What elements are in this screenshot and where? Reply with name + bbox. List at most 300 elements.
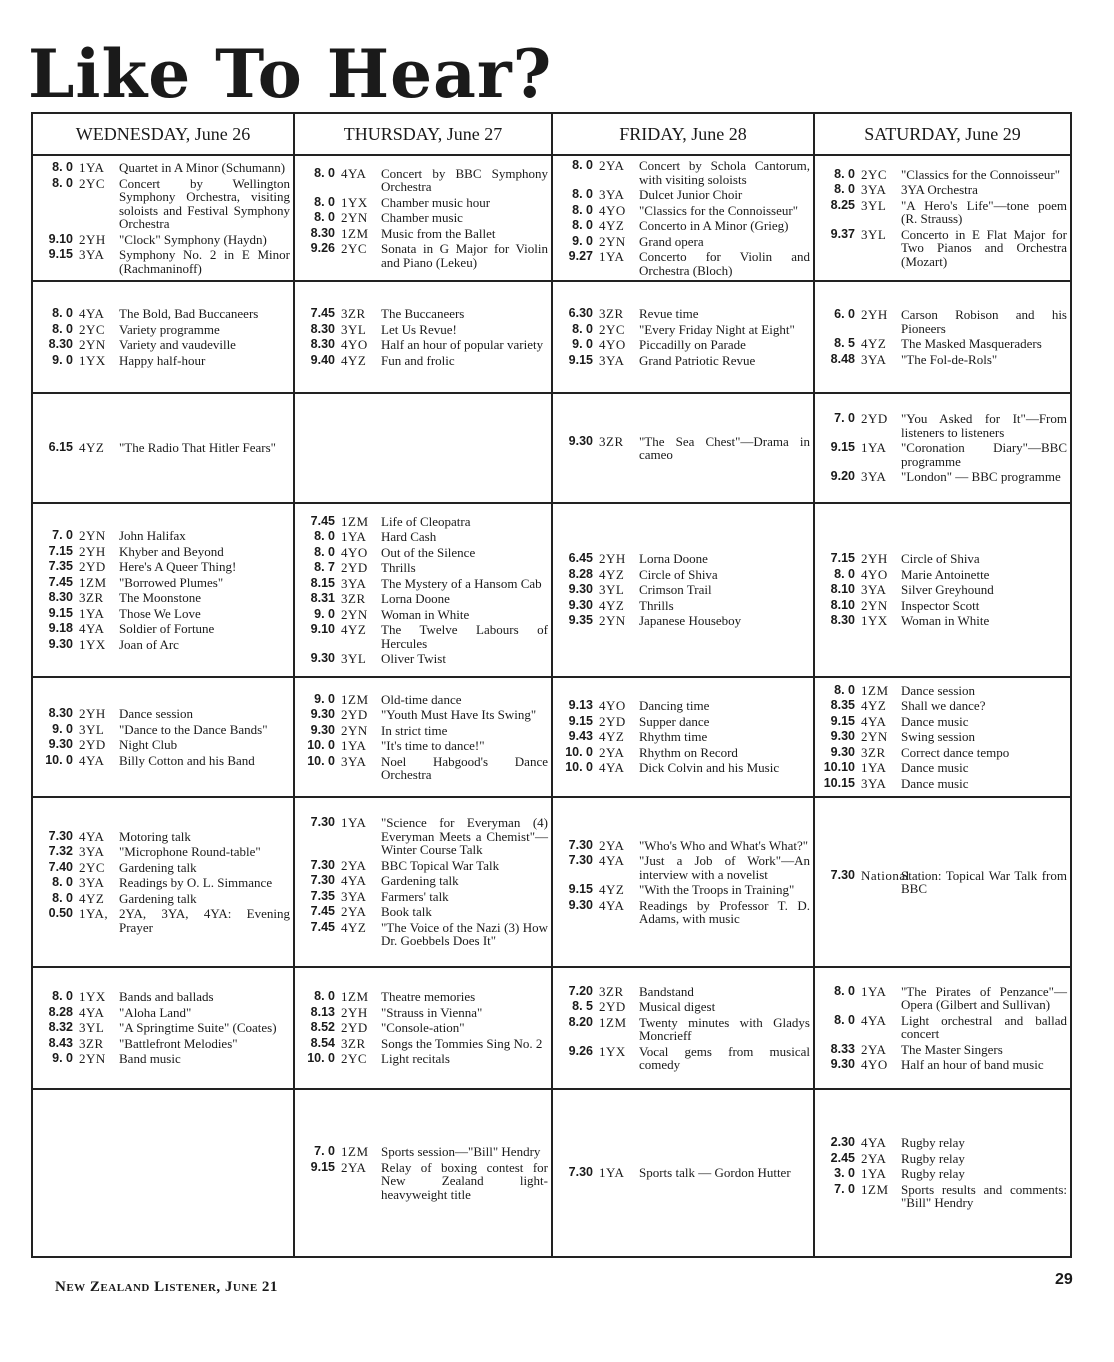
entry-time: 10.10 — [823, 760, 855, 775]
entry-time: 8.13 — [310, 1004, 335, 1019]
entry-station: 2YA — [861, 1150, 887, 1166]
entry-programme: "Clock" Symphony (Haydn) — [119, 231, 267, 247]
page-title: Like To Hear? — [28, 35, 553, 113]
entry-time: 9.13 — [568, 698, 593, 713]
entry-programme: Marie Antoinette — [901, 566, 990, 582]
programme-entry — [295, 211, 551, 225]
entry-time: 9.40 — [310, 352, 335, 367]
entry-station: 3ZR — [341, 591, 366, 606]
entry-programme: Music from the Ballet — [381, 225, 496, 241]
entry-station: 3YA — [861, 351, 887, 367]
entry-programme: Motoring talk — [119, 828, 191, 844]
programme-entry — [33, 545, 293, 559]
entry-time: 8. 0 — [52, 306, 73, 320]
entry-time: 9. 0 — [314, 691, 335, 706]
programme-entry — [815, 1058, 1070, 1072]
entry-programme: Dance session — [901, 682, 976, 698]
programme-entry — [33, 830, 293, 844]
programme-cell — [553, 504, 815, 678]
entry-time: 8. 0 — [52, 890, 73, 905]
entry-time: 8.31 — [310, 591, 335, 605]
entry-time: 8.48 — [830, 351, 855, 366]
programme-cell — [553, 394, 815, 504]
entry-time: 8. 0 — [572, 218, 593, 232]
entry-station: 4YZ — [341, 352, 367, 368]
entry-time: 7.45 — [310, 513, 335, 528]
programme-entry — [553, 1166, 813, 1180]
programme-entry — [33, 754, 293, 768]
entry-station: 3YA — [79, 875, 105, 891]
entry-station: 2YH — [861, 551, 888, 567]
entry-station: 3YA — [861, 469, 887, 485]
footer-publication: New Zealand Listener, June 21 — [55, 1279, 278, 1295]
entry-station: 2YC — [79, 175, 106, 191]
programme-entry — [815, 412, 1070, 439]
programme-cell — [33, 504, 295, 678]
entry-station: 1YA — [341, 815, 367, 831]
entry-station: 1YX — [79, 352, 106, 368]
entry-time: 8. 0 — [572, 187, 593, 201]
programme-entry — [815, 470, 1070, 484]
entry-programme: Musical digest — [639, 999, 716, 1014]
entry-time: 7. 0 — [834, 1181, 855, 1196]
entry-time: 9.30 — [830, 729, 855, 744]
programme-cell — [295, 156, 553, 282]
programme-entry — [33, 638, 293, 652]
entry-time: 7.30 — [310, 815, 335, 830]
programme-entry — [295, 515, 551, 529]
entry-programme: Khyber and Beyond — [119, 543, 224, 559]
entry-programme: Swing session — [901, 729, 976, 745]
entry-programme: Theatre memories — [381, 989, 476, 1005]
entry-time: 7.32 — [48, 844, 73, 859]
programme-cell — [553, 968, 815, 1090]
programme-cell — [815, 678, 1070, 798]
programme-entry — [295, 623, 551, 650]
entry-station: 1ZM — [341, 513, 369, 529]
entry-station: 4YZ — [599, 218, 625, 233]
entry-programme: Revue time — [639, 306, 699, 321]
programme-cell — [815, 394, 1070, 504]
entry-programme: BBC Topical War Talk — [381, 857, 500, 873]
entry-station: 4YA — [79, 1004, 105, 1020]
entry-station: 3ZR — [341, 1035, 366, 1051]
entry-programme: Shall we dance? — [901, 698, 986, 714]
entry-programme: Concerto in E Flat Major for Two Pianos and Orchestra (Mozart) — [901, 226, 1067, 269]
entry-programme: Supper dance — [639, 713, 710, 729]
entry-time: 9.20 — [830, 469, 855, 484]
entry-time: 8.43 — [48, 1035, 73, 1050]
entry-programme: "With the Troops in Training" — [639, 882, 795, 897]
entry-time: 9.15 — [568, 352, 593, 367]
entry-station: 4YZ — [79, 440, 105, 456]
entry-programme: "Coronation Diary"—BBC programme — [901, 440, 1067, 469]
entry-programme: Station: Topical War Talk from BBC — [901, 867, 1067, 896]
entry-time: 9. 0 — [572, 233, 593, 248]
entry-station: 2YH — [341, 1004, 368, 1020]
programme-entry — [295, 338, 551, 352]
page-number: 29 — [1055, 1271, 1073, 1288]
entry-time: 9.30 — [830, 1057, 855, 1071]
programme-entry — [815, 699, 1070, 713]
programme-entry — [295, 167, 551, 194]
programme-entry — [33, 576, 293, 590]
entry-programme: Thrills — [381, 560, 416, 575]
programme-entry — [815, 777, 1070, 791]
entry-programme: "Borrowed Plumes" — [119, 574, 224, 590]
day-header: THURSDAY, June 27 — [295, 114, 553, 156]
entry-programme: Light orchestral and ballad concert — [901, 1012, 1067, 1041]
programme-entry — [295, 874, 551, 888]
entry-time: 8.33 — [830, 1041, 855, 1056]
entry-programme: "The Voice of the Nazi (3) How Dr. Goebbels Does It" — [381, 919, 548, 949]
entry-programme: Dancing time — [639, 698, 710, 714]
entry-programme: Out of the Silence — [381, 544, 476, 560]
entry-programme: Concert by Wellington Symphony Orchestra, visiting soloists and Festival Symphony Orchestra — [119, 175, 290, 231]
entry-time: 9.30 — [830, 744, 855, 759]
programme-entry — [553, 599, 813, 613]
entry-station: 2YN — [79, 337, 106, 352]
entry-time: 10. 0 — [307, 738, 335, 752]
entry-time: 8. 5 — [834, 336, 855, 350]
entry-programme: "Strauss in Vienna" — [381, 1004, 483, 1020]
entry-programme: Grand Patriotic Revue — [639, 352, 756, 368]
programme-entry — [815, 199, 1070, 226]
programme-entry — [815, 552, 1070, 566]
entry-station: 4YZ — [599, 597, 625, 613]
entry-station: 1YA — [861, 983, 887, 999]
entry-time: 9.35 — [568, 613, 593, 628]
programme-entry — [295, 859, 551, 873]
entry-programme: Bands and ballads — [119, 989, 214, 1005]
programme-entry — [553, 985, 813, 999]
programme-entry — [553, 854, 813, 881]
programme-entry — [553, 746, 813, 760]
entry-station: 3YA — [861, 775, 887, 791]
entry-time: 7.45 — [310, 919, 335, 934]
entry-programme: Dance music — [901, 713, 969, 729]
entry-station: 3YL — [861, 197, 887, 213]
entry-programme: The Twelve Labours of Hercules — [381, 622, 548, 651]
entry-programme: Correct dance tempo — [901, 744, 1010, 760]
entry-time: 9.30 — [568, 597, 593, 612]
entry-programme: The Mystery of a Hansom Cab — [381, 575, 542, 591]
entry-programme: Noel Habgood's Dance Orchestra — [381, 753, 548, 782]
entry-station: 4YZ — [79, 890, 105, 906]
entry-programme: Dance music — [901, 760, 969, 776]
entry-programme: Soldier of Fortune — [119, 621, 215, 636]
programme-entry — [295, 546, 551, 560]
entry-station: 2YD — [341, 1020, 368, 1036]
entry-programme: Readings by O. L. Simmance — [119, 875, 273, 891]
programme-entry — [815, 228, 1070, 269]
programme-entry — [553, 435, 813, 462]
entry-time: 7.45 — [310, 306, 335, 320]
entry-time: 9. 0 — [572, 337, 593, 351]
entry-programme: Those We Love — [119, 605, 201, 621]
programme-entry — [815, 869, 1070, 896]
entry-time: 8.25 — [830, 197, 855, 212]
entry-station: 2YH — [861, 307, 888, 322]
entry-programme: "London" — BBC programme — [901, 469, 1061, 485]
programme-cell — [295, 394, 553, 504]
entry-station: 4YA — [341, 873, 367, 889]
entry-station: 1ZM — [861, 682, 889, 698]
entry-time: 7. 0 — [52, 528, 73, 542]
entry-station: 1YA — [861, 440, 887, 456]
entry-time: 8. 0 — [834, 566, 855, 581]
entry-programme: Crimson Trail — [639, 582, 712, 598]
entry-time: 8.28 — [48, 1004, 73, 1019]
entry-station: 2YD — [861, 411, 888, 427]
entry-programme: In strict time — [381, 722, 448, 738]
programme-cell — [33, 678, 295, 798]
entry-station: 3ZR — [341, 306, 366, 321]
entry-time: 9.26 — [310, 241, 335, 256]
programme-entry — [815, 1167, 1070, 1181]
programme-cell — [815, 798, 1070, 968]
entry-time: 8. 0 — [834, 682, 855, 697]
entry-time: 8.10 — [830, 582, 855, 597]
programme-entry — [295, 561, 551, 575]
entry-programme: Hard Cash — [381, 529, 437, 544]
entry-time: 9.30 — [48, 737, 73, 751]
entry-time: 8.15 — [310, 575, 335, 590]
programme-entry — [553, 159, 813, 186]
entry-station: 2YN — [79, 1051, 106, 1067]
programme-entry — [33, 161, 293, 175]
programme-entry — [33, 907, 293, 934]
entry-station: 1ZM — [341, 225, 369, 241]
entry-time: 7.15 — [48, 543, 73, 558]
entry-programme: "You Asked for It"—From listeners to listeners — [901, 411, 1067, 440]
entry-station: 2YH — [79, 543, 106, 559]
entry-programme: Sports session—"Bill" Hendry — [381, 1144, 541, 1159]
entry-station: 2YA — [341, 904, 367, 920]
programme-entry — [295, 354, 551, 368]
entry-station: 2YA — [599, 158, 625, 173]
entry-station: 2YD — [599, 999, 626, 1014]
entry-station: 3ZR — [599, 306, 624, 321]
entry-programme: "A Springtime Suite" (Coates) — [119, 1020, 277, 1036]
programme-entry — [815, 1136, 1070, 1150]
entry-station: 1YX — [79, 636, 106, 652]
programme-entry — [295, 608, 551, 622]
entry-programme: "It's time to dance!" — [381, 738, 485, 753]
entry-programme: Let Us Revue! — [381, 321, 457, 337]
entry-time: 9.30 — [310, 651, 335, 665]
entry-station: 4YA — [861, 1135, 887, 1151]
entry-programme: "Classics for the Connoisseur" — [901, 166, 1061, 182]
entry-station: 3YL — [341, 651, 367, 666]
entry-time: 8. 0 — [314, 989, 335, 1004]
entry-station: 2YC — [79, 321, 106, 337]
entry-time: 9.30 — [48, 636, 73, 651]
entry-programme: "Aloha Land" — [119, 1004, 192, 1020]
entry-station: 2YD — [599, 713, 626, 729]
entry-programme: 2YA, 3YA, 4YA: Evening Prayer — [119, 906, 290, 935]
programme-entry — [553, 699, 813, 713]
entry-time: 7.30 — [568, 1165, 593, 1180]
programme-cell — [553, 282, 815, 394]
entry-station: 4YO — [861, 1057, 888, 1072]
entry-time: 9.30 — [310, 707, 335, 721]
entry-station: 3YA — [599, 187, 625, 202]
entry-station: 2YC — [599, 321, 626, 337]
programme-cell — [33, 798, 295, 968]
entry-time: 8. 0 — [52, 160, 73, 174]
entry-programme: "Console-ation" — [381, 1020, 465, 1036]
entry-station: 4YA — [79, 752, 105, 768]
programme-grid — [31, 112, 1072, 1258]
entry-programme: Farmers' talk — [381, 888, 449, 904]
entry-station: 3YL — [79, 1020, 105, 1036]
programme-entry — [553, 614, 813, 628]
entry-station: 4YZ — [599, 729, 625, 745]
entry-programme: Oliver Twist — [381, 651, 446, 666]
entry-station: 1ZM — [341, 691, 369, 707]
entry-programme: "A Hero's Life"—tone poem (R. Strauss) — [901, 197, 1067, 227]
entry-programme: Symphony No. 2 in E Minor (Rachmaninoff) — [119, 247, 290, 276]
entry-programme: Life of Cleopatra — [381, 513, 471, 529]
programme-entry — [553, 761, 813, 775]
programme-cell — [33, 968, 295, 1090]
entry-time: 9. 0 — [52, 1051, 73, 1066]
entry-station: 2YA — [341, 1159, 367, 1175]
programme-entry — [33, 233, 293, 247]
programme-cell — [553, 678, 815, 798]
entry-programme: Rhythm on Record — [639, 744, 738, 760]
entry-time: 8. 0 — [834, 983, 855, 998]
entry-station: 4YA — [599, 760, 625, 776]
programme-entry — [295, 323, 551, 337]
entry-station: 1YA — [861, 760, 887, 776]
entry-time: 7.35 — [310, 888, 335, 903]
programme-entry — [815, 761, 1070, 775]
entry-programme: Rugby relay — [901, 1150, 965, 1166]
entry-programme: Happy half-hour — [119, 352, 206, 368]
programme-entry — [33, 323, 293, 337]
programme-entry — [295, 1052, 551, 1066]
entry-time: 10. 0 — [307, 753, 335, 768]
entry-station: 2YC — [341, 241, 368, 257]
entry-station: 4YZ — [599, 882, 625, 897]
entry-station: 2YC — [861, 166, 888, 182]
entry-time: 7.30 — [310, 857, 335, 872]
entry-programme: Dance session — [119, 706, 194, 721]
entry-station: 3YA — [341, 575, 367, 591]
entry-programme: Japanese Houseboy — [639, 613, 742, 629]
programme-entry — [815, 985, 1070, 1012]
programme-entry — [815, 1152, 1070, 1166]
entry-time: 8. 0 — [314, 194, 335, 209]
entry-programme: Woman in White — [901, 613, 990, 629]
entry-time: 7.30 — [310, 873, 335, 888]
programme-entry — [553, 188, 813, 202]
entry-programme: Concert by Schola Cantorum, with visiting soloists — [639, 158, 810, 187]
day-header: WEDNESDAY, June 26 — [33, 114, 295, 156]
entry-programme: Lorna Doone — [639, 551, 708, 567]
programme-entry — [33, 723, 293, 737]
entry-time: 8.30 — [310, 337, 335, 351]
programme-entry — [553, 235, 813, 249]
entry-station: 1YA — [341, 529, 367, 544]
programme-entry — [553, 354, 813, 368]
entry-station: 2YD — [79, 737, 106, 752]
entry-station: 2YN — [599, 233, 626, 249]
day-header: SATURDAY, June 29 — [815, 114, 1070, 156]
entry-programme: The Bold, Bad Buccaneers — [119, 306, 259, 321]
programme-cell — [295, 968, 553, 1090]
entry-time: 9.15 — [568, 713, 593, 728]
entry-programme: Circle of Shiva — [901, 551, 980, 567]
entry-programme: Songs the Tommies Sing No. 2 — [381, 1035, 543, 1051]
entry-station: 3YL — [79, 721, 105, 737]
programme-entry — [553, 1016, 813, 1043]
entry-programme: 3YA Orchestra — [901, 182, 978, 198]
entry-programme: Dick Colvin and his Music — [639, 760, 780, 776]
entry-station: 3YA — [79, 844, 105, 860]
programme-entry — [33, 248, 293, 275]
entry-time: 6.30 — [568, 306, 593, 320]
entry-programme: Concerto for Violin and Orchestra (Bloch) — [639, 249, 810, 278]
programme-entry — [33, 892, 293, 906]
entry-time: 8.10 — [830, 597, 855, 612]
entry-station: 1ZM — [341, 989, 369, 1005]
programme-entry — [815, 353, 1070, 367]
programme-entry — [33, 591, 293, 605]
entry-programme: "Who's Who and What's What?" — [639, 837, 809, 853]
entry-time: 7.45 — [310, 904, 335, 919]
programme-entry — [553, 204, 813, 218]
entry-time: 10. 0 — [45, 752, 73, 767]
programme-cell — [553, 156, 815, 282]
entry-time: 9.10 — [310, 622, 335, 636]
entry-programme: The Buccaneers — [381, 306, 465, 321]
entry-station: 3ZR — [861, 744, 886, 760]
entry-time: 7.35 — [48, 559, 73, 573]
entry-station: 1YA — [861, 1166, 887, 1182]
entry-station: 1ZM — [79, 574, 107, 590]
entry-station: 4YA — [79, 306, 105, 321]
entry-time: 9.27 — [568, 249, 593, 263]
entry-station: 4YA — [861, 1012, 887, 1028]
entry-programme: Old-time dance — [381, 691, 462, 707]
programme-entry — [815, 568, 1070, 582]
programme-entry — [33, 1021, 293, 1035]
entry-time: 9.15 — [48, 247, 73, 261]
entry-time: 8. 0 — [52, 175, 73, 190]
entry-station: 2YN — [599, 613, 626, 629]
entry-time: 8.35 — [830, 698, 855, 713]
entry-programme: Bandstand — [639, 983, 694, 999]
entry-station: 3YL — [341, 321, 367, 337]
entry-programme: The Master Singers — [901, 1041, 1003, 1057]
entry-station: 3YA — [341, 753, 367, 769]
entry-programme: Rugby relay — [901, 1166, 965, 1182]
entry-station: 1YA — [599, 1165, 625, 1181]
entry-station: 4YZ — [861, 336, 887, 351]
programme-entry — [295, 990, 551, 1004]
programme-entry — [815, 308, 1070, 335]
entry-time: 9.15 — [310, 1159, 335, 1174]
entry-station: 1YX — [599, 1043, 626, 1059]
entry-time: 7.30 — [568, 837, 593, 852]
entry-programme: Quartet in A Minor (Schumann) — [119, 160, 286, 175]
programme-entry — [295, 1021, 551, 1035]
programme-entry — [553, 715, 813, 729]
programme-entry — [553, 730, 813, 744]
